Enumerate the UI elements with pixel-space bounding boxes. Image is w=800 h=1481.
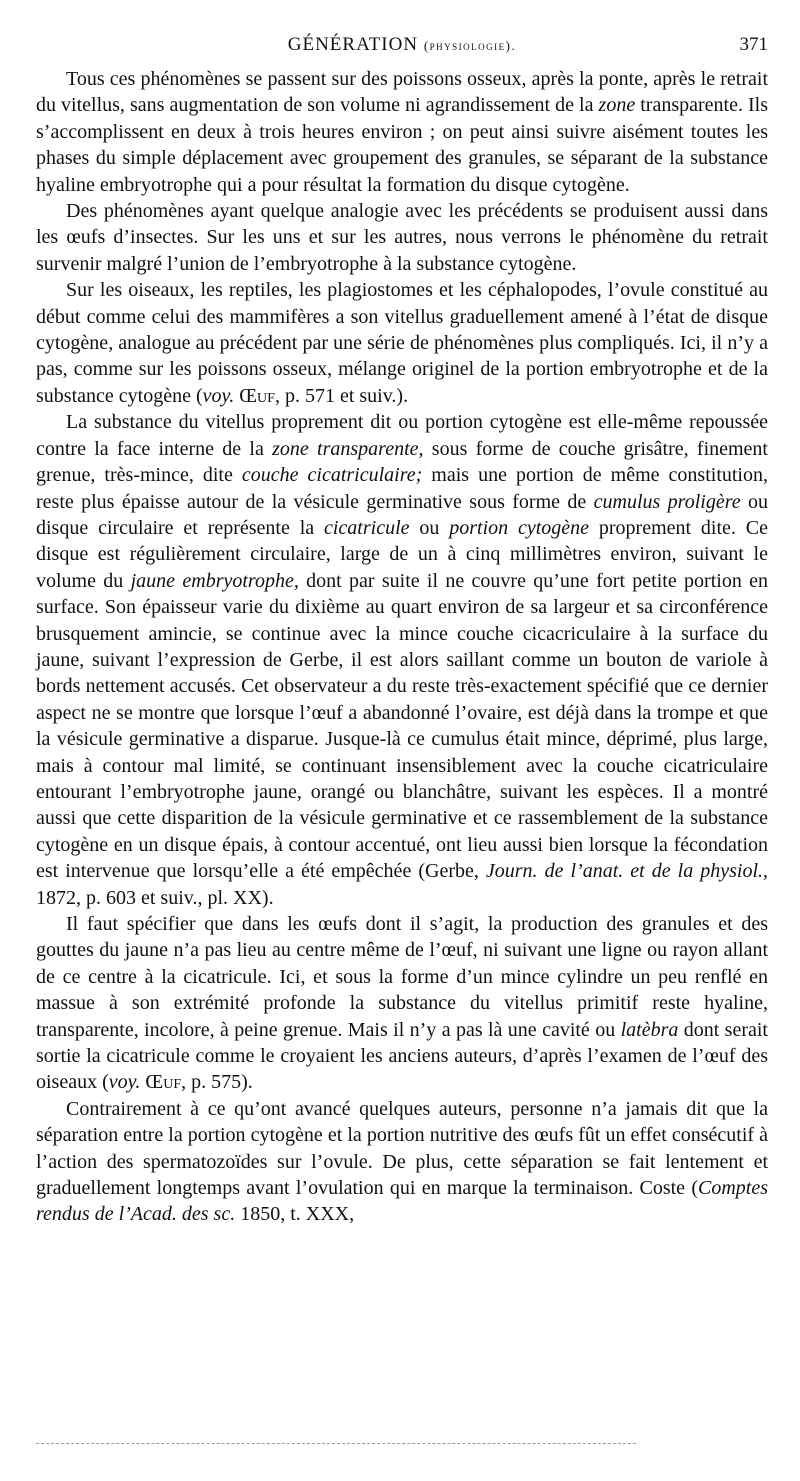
- text-run: dont serait sortie la cicatricule comme le croyaient les anciens auteurs, d’après l’examen de l’œuf des oiseaux (: [36, 1018, 768, 1094]
- page-number: 371: [739, 34, 768, 55]
- text-run: Sur les oiseaux, les reptiles, les plagiostomes et les céphalopodes, l’ovule constitué au début comme celui des mammifères a son vitellus graduellement amené à l’état de disque cytogène, analogue au précédent par une série de phénomènes plus compliqués. Ici, il n’y a pas, comme sur les poissons osseux, mélange originel de la portion embryotrophe et de la substance cytogène (: [36, 279, 768, 407]
- text-run: Des phénomènes ayant quelque analogie avec les précédents se produisent aussi dans les œufs d’insectes. Sur les uns et sur les autres, nous verrons le phénomène du retrait survenir malgré l’union de l’embryotrophe à la substance cytogène.: [36, 200, 768, 275]
- paragraph-6: [36, 1096, 768, 1228]
- italic-run: Comptes rendus de l’Acad. des sc.: [36, 1177, 768, 1226]
- text-run: ou disque circulaire et représente la: [36, 490, 769, 539]
- text-run: transparente. Ils s’accomplissent en deux à trois heures environ ; on peut ainsi suivre aisément toutes les phases du simple déplacement avec groupement des granules, se séparant de la substance hyaline embryotrophe qui a pour résultat la formation du disque cytogène.: [36, 94, 769, 196]
- italic-run: portion cytogène: [449, 516, 590, 539]
- body-text: [36, 66, 768, 1228]
- text-run: , p. 571 et suiv.).: [274, 384, 409, 407]
- running-title-sub: (physiologie).: [423, 38, 517, 53]
- paragraph-5: [36, 911, 768, 1096]
- running-header: [36, 34, 768, 60]
- italic-run: voy.: [202, 384, 235, 407]
- text-run: dont par suite il ne couvre qu’une fort petite portion en surface. Son épaisseur varie du dixième au quart environ de sa largeur et sa circonférence brusquement amincie, se continue avec la mince couche cicacriculaire à la surface du jaune, suivant l’expression de Gerbe, il est alors saillant comme un bouton de variole à bords nettement accusés. Cet observateur a du reste très-exactement spécifié que ce dernier aspect ne se montre que lorsque l’œuf a abandonné l’ovaire, est déjà dans la trompe et que la vésicule germinative a disparue. Jusque-là ce cumulus était mince, déprimé, plus large, mais à contour mal limité, se continuant insensiblement avec la couche cicatriculaire entourant l’embryotrophe jaune, orangé ou blanchâtre, suivant les espèces. Il a montré aussi que cette disparition de la vésicule germinative et ce rassemblement de la substance cytogène en un disque épais, à contour accentué, ont lieu aussi bien lorsque la fécondation est intervenue que lorsqu’elle a été empêchée (Gerbe,: [36, 569, 769, 883]
- italic-run: jaune embryotrophe,: [130, 569, 299, 592]
- paragraph-2: [36, 198, 768, 277]
- text-run: 1850, t. XXX,: [235, 1203, 355, 1226]
- paragraph-3: [36, 277, 768, 409]
- text-run: La substance du vitellus proprement dit ou portion cytogène est elle-même repoussée contre la face interne de la: [36, 411, 768, 460]
- text-run: Contrairement à ce qu’ont avancé quelques auteurs, personne n’a jamais dit que la séparation entre la portion cytogène et la portion nutritive des œufs fût un effet consécutif à l’action des spermatozoïdes sur l’ovule. De plus, cette séparation se fait lentement et graduellement longtemps avant l’ovulation qui en marque la terminaison. Coste (: [36, 1097, 768, 1200]
- paragraph-4: [36, 409, 768, 911]
- italic-run: cicatricule: [324, 516, 410, 539]
- text-run: proprement dite. Ce disque est régulièrement circulaire, large de un à cinq millimètres environ, suivant le volume du: [36, 516, 768, 592]
- running-title-main: GÉNÉRATION: [287, 34, 419, 55]
- text-run: sous forme de couche grisâtre, finement grenue, très-mince, dite: [36, 437, 768, 487]
- text-run: , p. 575).: [181, 1071, 253, 1094]
- small-caps-run: Œuf: [145, 1071, 182, 1094]
- paragraph-1: [36, 66, 768, 198]
- italic-run: cumulus proligère: [593, 490, 741, 513]
- italic-run: couche cicatriculaire;: [241, 464, 423, 487]
- text-run: Il faut spécifier que dans les œufs dont il s’agit, la production des granules et des gouttes du jaune n’a pas lieu au centre même de l’œuf, ni suivant une ligne ou rayon allant de ce centre à la cicatricule. Ici, et sous la forme d’un mince cylindre un peu renflé en massue à son extrémité profonde la substance du vitellus primitif reste hyaline, transparente, incolore, à peine grenue. Mais il n’y a pas là une cavité ou: [36, 913, 768, 1041]
- text-run: , 1872, p. 603 et suiv., pl. XX).: [36, 860, 769, 909]
- footer-rule: [36, 1443, 636, 1444]
- running-title: [36, 34, 768, 56]
- small-caps-run: Œuf: [239, 384, 275, 407]
- text-run: Tous ces phénomènes se passent sur des poissons osseux, après la ponte, après le retrait du vitellus, sans augmentation de son volume ni agrandissement de la: [36, 68, 768, 117]
- italic-run: zone transparente,: [272, 437, 424, 460]
- italic-run: Journ. de l’anat. et de la physiol.: [485, 860, 764, 883]
- italic-run: latèbra: [620, 1018, 679, 1041]
- italic-run: zone: [598, 94, 636, 117]
- text-run: mais une portion de même constitution, reste plus épaisse autour de la vésicule germinative sous forme de: [36, 464, 768, 513]
- text-run: ou: [409, 516, 450, 539]
- italic-run: voy.: [108, 1071, 141, 1094]
